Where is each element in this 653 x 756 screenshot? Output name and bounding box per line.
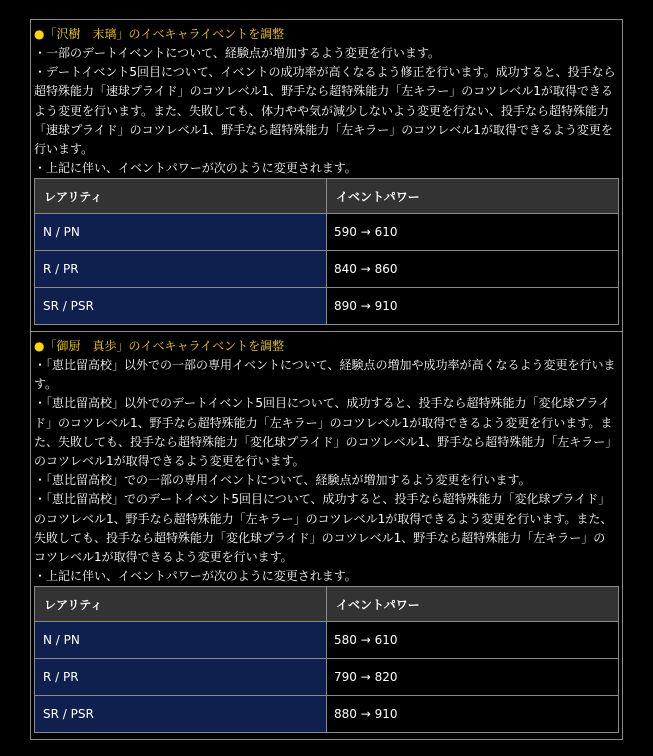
header-event-power: イベントパワー [327,179,619,214]
power-cell: 790 → 820 [327,659,619,696]
note-line: ・上記に伴い、イベントパワーが次のように変更されます。 [34,569,357,584]
power-cell: 580 → 610 [327,622,619,659]
header-rarity: レアリティ [35,179,327,214]
header-event-power: イベントパワー [327,587,619,622]
power-cell: 840 → 860 [327,251,619,288]
section-title: ●「沢樹 末璃」のイベキャライベントを調整 [34,27,285,41]
section-title: ●「御厨 真歩」のイベキャライベントを調整 [34,339,285,353]
table-row [35,696,619,733]
power-cell: 880 → 910 [327,696,619,733]
note-line: ・デートイベント5回目について、イベントの成功率が高くなるよう修正を行います。成功すると、投手なら超特殊能力「速球プライド」のコツレベル1、野手なら超特殊能力「左キラー」のコツレベル1が取得できるよう変更を行います。また、失敗しても、体力やや気が減少しないよう変更を行ない、投手なら超特殊能力「速球プライド」のコツレベル1、野手なら超特殊能力「左キラー」のコツレベル1が取得できるよう変更を行います。 [34,65,616,157]
power-cell: 590 → 610 [327,214,619,251]
table-row [35,622,619,659]
table-header-row [35,587,619,622]
power-cell: 890 → 910 [327,288,619,325]
note-line: ・「恵比留高校」以外での一部の専用イベントについて、経験点の増加や成功率が高くなるよう変更を行います。 [34,358,616,392]
event-power-table [34,178,619,325]
rarity-cell: SR / PSR [35,696,327,733]
table-row [35,214,619,251]
note-line: ・上記に伴い、イベントパワーが次のように変更されます。 [34,161,357,176]
rarity-cell: R / PR [35,659,327,696]
event-power-table [34,586,619,733]
table-row [35,288,619,325]
header-rarity: レアリティ [35,587,327,622]
rarity-cell: SR / PSR [35,288,327,325]
rarity-cell: N / PN [35,622,327,659]
note-line: ・「恵比留高校」でのデートイベント5回目について、成功すると、投手なら超特殊能力「変化球プライド」のコツレベル1、野手なら超特殊能力「左キラー」のコツレベル1が取得できるよう変更を行います。また、失敗しても、投手なら超特殊能力「変化球プライド」のコツレベル1、野手なら超特殊能力「左キラー」のコツレベル1が取得できるよう変更を行います。 [34,492,613,565]
note-line: ・「恵比留高校」での一部の専用イベントについて、経験点が増加するよう変更を行います。 [34,473,531,488]
table-row [35,659,619,696]
section-mikuriya-event [31,331,622,739]
rarity-cell: N / PN [35,214,327,251]
table-header-row [35,179,619,214]
table-row [35,251,619,288]
section-sawaki-event [31,20,622,331]
rarity-cell: R / PR [35,251,327,288]
note-line: ・「恵比留高校」以外でのデートイベント5回目について、成功すると、投手なら超特殊能力「変化球プライド」のコツレベル1、野手なら超特殊能力「左キラー」のコツレベル1が取得できるよう変更を行います。また、失敗しても、投手なら超特殊能力「変化球プライド」のコツレベル1、野手なら超特殊能力「左キラー」のコツレベル1が取得できるよう変更を行います。 [34,396,613,469]
update-notes-frame [30,19,623,740]
note-line: ・一部のデートイベントについて、経験点が増加するよう変更を行います。 [34,46,440,60]
